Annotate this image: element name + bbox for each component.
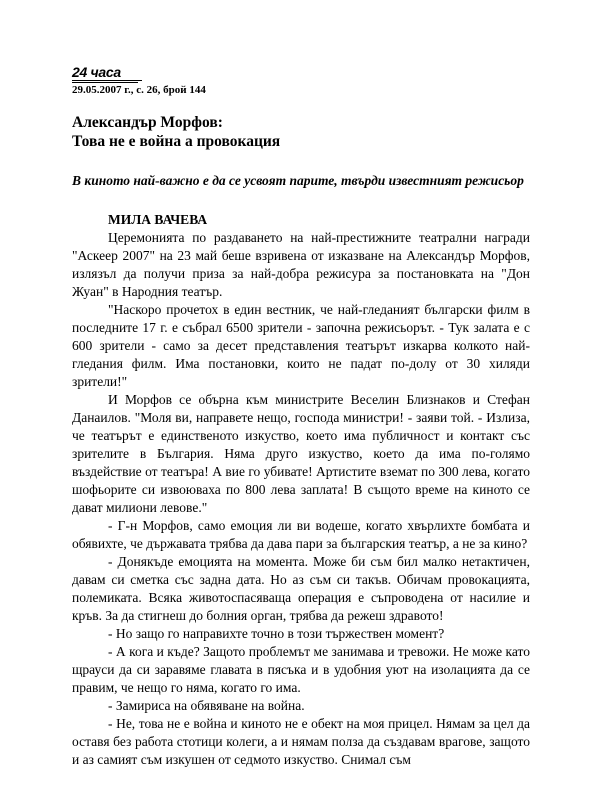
headline <box>72 113 530 151</box>
body-paragraph: - Не, това не е война и киното не е обект на моя прицел. Нямам за цел да оставя без работа стотици колеги, а и нямам полза да създавам врагове, защото и аз самият съм изкушен от седмото изкуство. Снимал съм <box>72 716 530 767</box>
body-paragraph: - Г-н Морфов, само емоция ли ви водеше, когато хвърлихте бомбата и обявихте, че държавата трябва да дава пари за българския театър, а не за кино? <box>72 518 530 551</box>
newspaper-logo-text: 24 часа <box>72 64 121 80</box>
body-paragraph: - Донякъде емоцията на момента. Може би съм бил малко нетактичен, давам си сметка със задна дата. Но аз съм си такъв. Обичам провокацията, полемиката. Всяка животоспасяваща операция е съпроводена от насилие и кръв. За да стигнеш до болния орган, трябва да режеш здравото! <box>72 554 530 623</box>
body-paragraph: - Замириса на обявяване на война. <box>108 698 305 713</box>
headline-line-1: Александър Морфов: <box>72 114 223 131</box>
body-paragraph: Церемонията по раздаването на най-престижните театрални награди "Аскеер 2007" на 23 май беше взривена от изказване на Александър Морфов, излязъл да получи приза за най-добра режисура за постановката на "Дон Жуан" в Народния театър. <box>72 230 530 299</box>
headline-line-2: Това не е война а провокация <box>72 133 281 150</box>
body-paragraph: - А кога и къде? Защото проблемът ме занимава и тревожи. Не може като щрауси да си заравяме главата в пясъка и в удобния уют на изолацията да се правим, че нещо го няма, когато го има. <box>72 644 530 695</box>
body-paragraph: И Морфов се обърна към министрите Веселин Близнаков и Стефан Данаилов. "Моля ви, направете нещо, господа министри! - заяви той. - Излиза, че театърът е единственото изкуство, което има публичност и контакт със зрителите в България. Няма друго изкуство, което да има по-голямо въздействие от театъра! А вие го убивате! Артистите вземат по 300 лева, когато шофьорите си извоюваха по 800 лева заплата! В същото време на киното се дават милиони левове." <box>72 392 530 515</box>
body-paragraph: - Но защо го направихте точно в този тържествен момент? <box>108 626 445 641</box>
lead-paragraph: В киното най-важно е да се усвоят парите, твърди известният режисьор <box>72 173 524 188</box>
logo-underline <box>72 80 142 81</box>
body-paragraph: "Наскоро прочетох в един вестник, че най-гледаният български филм в последните 17 г. е събрал 6500 зрители - започна режисьорът. - Тук залата е с 600 зрители - само за десет представления театърът изкарва колкото най-гледания филм. Има постановки, които не падат по-долу от 30 хиляди зрители!" <box>72 302 530 389</box>
newspaper-logo <box>72 64 142 83</box>
article-body <box>72 229 530 769</box>
article-page <box>72 64 530 769</box>
logo-underline-thin <box>72 82 138 83</box>
author-byline: МИЛА ВАЧЕВА <box>108 212 208 227</box>
issue-line: 29.05.2007 г., с. 26, брой 144 <box>72 84 206 96</box>
